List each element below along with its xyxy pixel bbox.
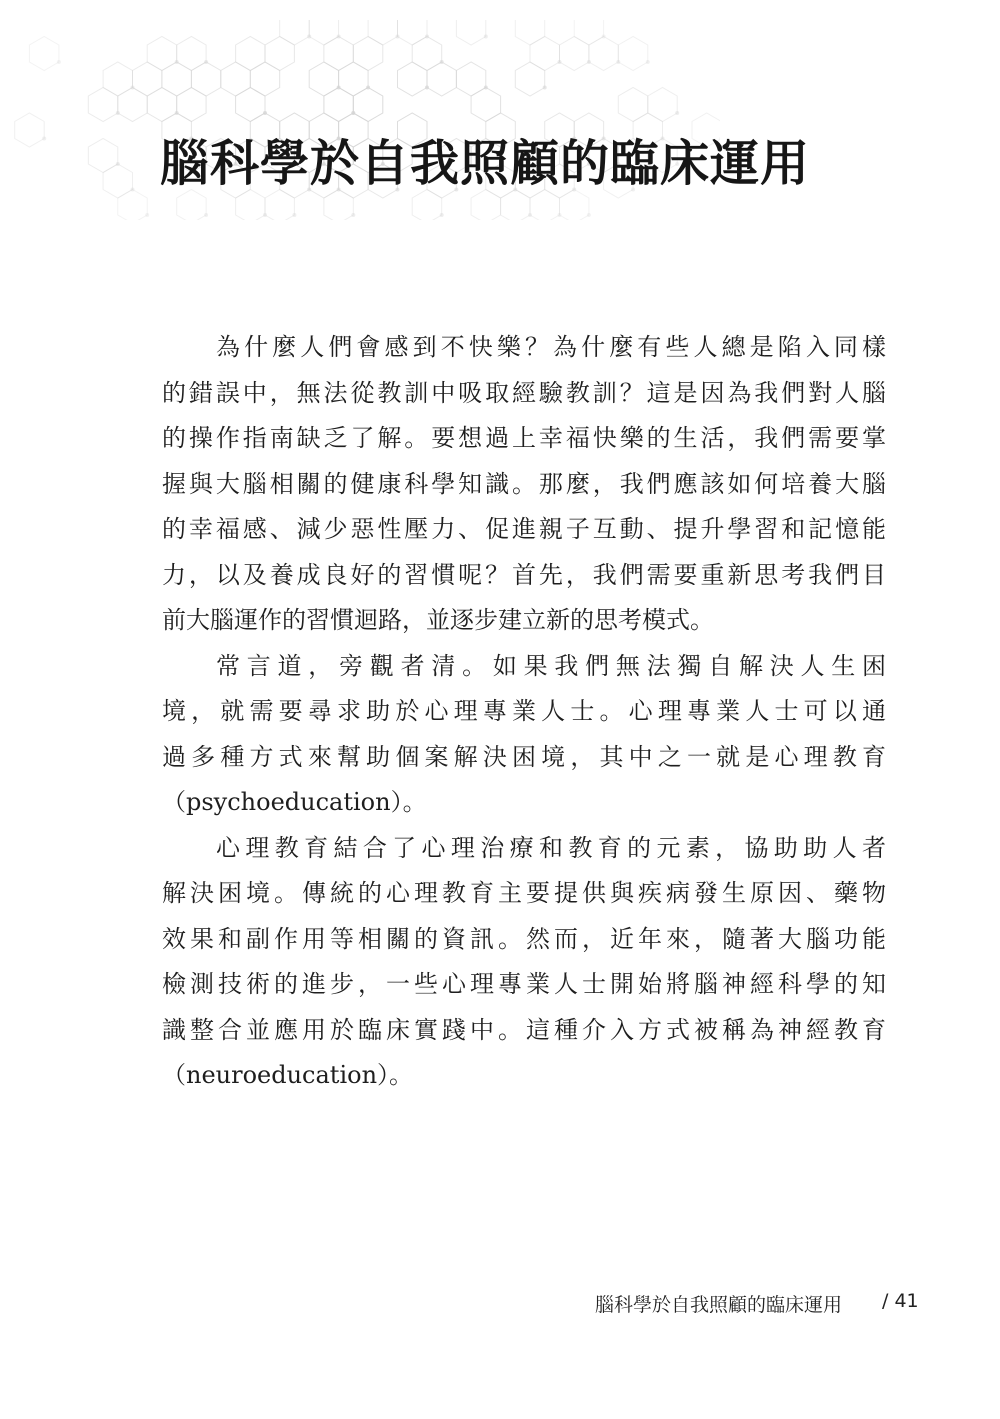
- page-title: 腦科學於自我照顧的臨床運用: [160, 135, 811, 192]
- hexagon-decoration: [427, 62, 456, 96]
- hexagon-node-decoration: [57, 60, 61, 64]
- hexagon-decoration: [589, 37, 618, 71]
- text-line: 的錯誤中，無法從教訓中吸取經驗教訓？這是因為我們對人腦: [162, 378, 886, 407]
- hexagon-decoration: [412, 37, 442, 71]
- hexagon-decoration: [574, 20, 603, 45]
- hexagon-decoration: [191, 62, 220, 96]
- hexagon-decoration: [398, 20, 428, 45]
- hexagon-decoration: [162, 62, 192, 96]
- hexagon-node-decoration: [42, 137, 46, 141]
- hexagon-decoration: [648, 88, 677, 122]
- text-line: 解決困境。傳統的心理教育主要提供與疾病發生原因、藥物: [162, 879, 886, 907]
- text-line: 前大腦運作的習慣迴路，並逐步建立新的思考模式。: [162, 606, 714, 634]
- hexagon-decoration: [618, 88, 648, 122]
- hexagon-decoration: [471, 88, 501, 122]
- text-line: 識整合並應用於臨床實踐中。這種介入方式被稱為神經教育: [162, 1015, 886, 1044]
- hexagon-decoration: [88, 88, 118, 122]
- hexagon-decoration: [88, 139, 118, 173]
- text-line: 握與大腦相關的健康科學知識。那麼，我們應該如何培養大腦: [162, 469, 886, 498]
- hexagon-decoration: [103, 164, 132, 198]
- hexagon-decoration: [280, 20, 310, 45]
- hexagon-decoration: [309, 62, 338, 96]
- hexagon-node-decoration: [292, 213, 296, 217]
- hexagon-node-decoration: [145, 213, 149, 217]
- hexagon-node-decoration: [204, 213, 208, 217]
- text-line: 境，就需要尋求助於心理專業人士。心理專業人士可以通: [162, 697, 886, 725]
- hexagon-decoration: [118, 190, 147, 221]
- text-line: 力，以及養成良好的習慣呢？首先，我們需要重新思考我們目: [162, 560, 886, 589]
- hexagon-decoration: [368, 20, 397, 45]
- hexagon-node-decoration: [543, 86, 547, 90]
- hexagon-node-decoration: [440, 213, 444, 217]
- hexagon-decoration: [250, 62, 279, 96]
- hexagon-decoration: [353, 37, 383, 71]
- hexagon-decoration: [398, 62, 428, 96]
- text-line: 的操作指南缺乏了解。要想過上幸福快樂的生活，我們需要掌: [162, 424, 886, 452]
- hexagon-decoration: [133, 62, 162, 96]
- hexagon-node-decoration: [646, 60, 650, 64]
- hexagon-decoration: [456, 62, 485, 96]
- page-number: / 41: [882, 1290, 919, 1312]
- running-title: 腦科學於自我照顧的臨床運用: [594, 1294, 842, 1316]
- hexagon-decoration: [147, 88, 177, 122]
- hexagon-decoration: [236, 88, 265, 122]
- hexagon-decoration: [15, 113, 45, 147]
- text-line: 常言道，旁觀者清。如果我們無法獨自解決人生困: [216, 651, 886, 680]
- hexagon-decoration: [177, 37, 206, 71]
- hexagon-decoration: [147, 37, 177, 71]
- hexagon-decoration: [456, 20, 485, 45]
- hexagon-decoration: [560, 37, 589, 71]
- hexagon-decoration: [309, 20, 338, 45]
- hexagon-decoration: [353, 88, 383, 122]
- hexagon-node-decoration: [351, 213, 355, 217]
- hexagon-decoration: [221, 62, 251, 96]
- hexagon-decoration: [118, 88, 147, 122]
- hexagon-decoration: [324, 37, 353, 71]
- text-line: 為什麼人們會感到不快樂？為什麼有些人總是陷入同樣: [216, 333, 886, 361]
- hexagon-decoration: [530, 37, 560, 71]
- hexagon-decoration: [177, 88, 206, 122]
- paragraph-3: [162, 826, 886, 1099]
- hexagon-decoration: [103, 62, 132, 96]
- hexagon-decoration: [515, 20, 544, 45]
- hexagon-decoration: [515, 62, 544, 96]
- paragraph-1: [162, 325, 886, 644]
- hexagon-decoration: [265, 37, 294, 71]
- text-line: 檢測技術的進步，一些心理專業人士開始將腦神經科學的知: [162, 970, 886, 998]
- text-line: 的幸福感、減少惡性壓力、促進親子互動、提升學習和記憶能: [162, 515, 886, 543]
- hexagon-node-decoration: [587, 213, 591, 217]
- hexagon-decoration: [618, 37, 648, 71]
- text-line: 過多種方式來幫助個案解決困境，其中之一就是心理教育: [162, 742, 886, 771]
- hexagon-decoration: [339, 62, 369, 96]
- text-line: （neuroeducation）。: [162, 1061, 414, 1089]
- page-footer: [0, 1290, 1000, 1320]
- hexagon-decoration: [324, 88, 353, 122]
- text-line: （psychoeducation）。: [162, 788, 427, 816]
- hexagon-decoration: [236, 37, 265, 71]
- text-line: 心理教育結合了心理治療和教育的元素，協助助人者: [216, 833, 886, 862]
- hexagon-node-decoration: [484, 35, 488, 39]
- paragraph-2: [162, 644, 886, 826]
- hexagon-decoration: [29, 37, 59, 71]
- body-text: [162, 325, 886, 1099]
- text-line: 效果和副作用等相關的資訊。然而，近年來，隨著大腦功能: [162, 924, 886, 953]
- hexagon-node-decoration: [675, 111, 679, 115]
